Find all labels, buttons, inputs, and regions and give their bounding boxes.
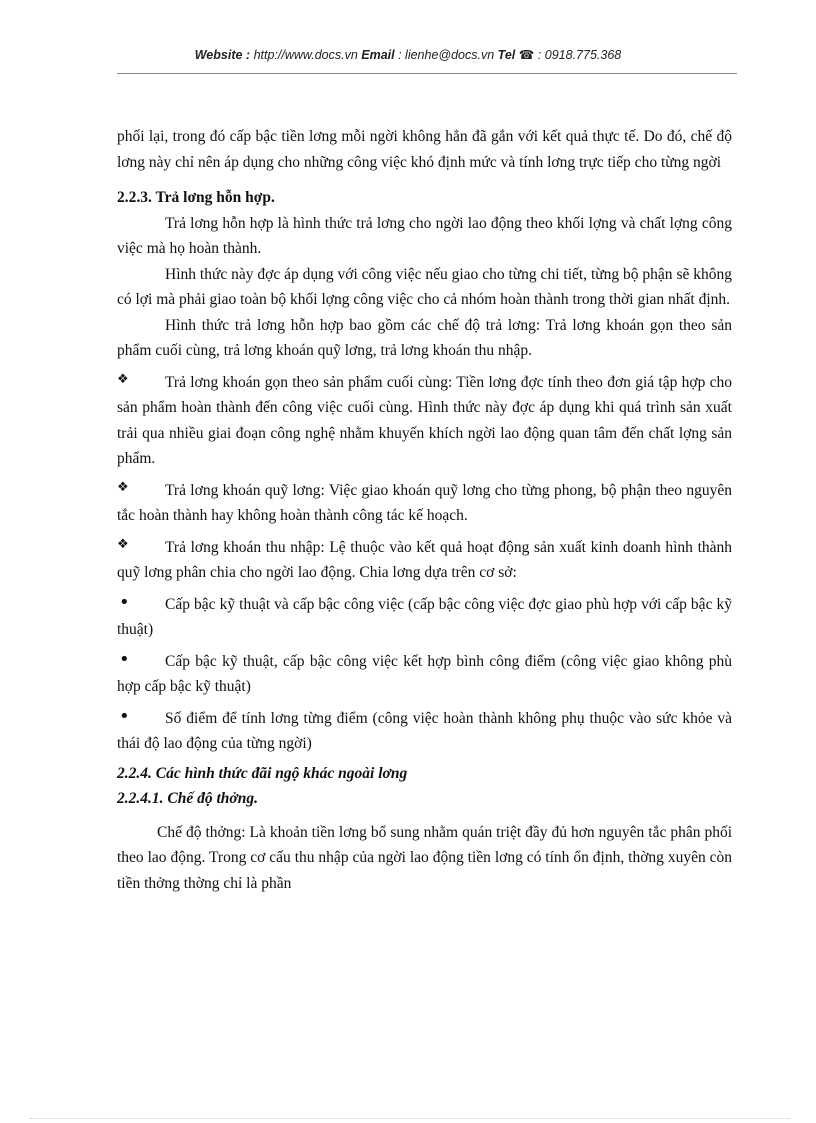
website-url[interactable]: http://www.docs.vn (253, 48, 358, 62)
diamond-bullet-icon: ❖ (117, 536, 129, 552)
list-item (117, 478, 732, 529)
header-divider (117, 73, 737, 74)
tel-number: : 0918.775.368 (537, 48, 622, 62)
list-item-text: Trả lơng khoán quỹ lơng: Việc giao khoán quỹ lơng cho từng phong, bộ phận theo nguyên tắc hoàn thành hay không hoàn thành công tác kế hoạch. (117, 481, 732, 524)
dot-bullet-icon: • (119, 591, 130, 613)
list-item (117, 592, 732, 643)
section-heading-2-2-4: 2.2.4. Các hình thức đãi ngộ khác ngoài lơng (117, 764, 408, 782)
email-label: Email (361, 48, 395, 62)
paragraph: phối lại, trong đó cấp bậc tiền lơng mỗi ngời không hẳn đã gắn với kết quả thực tế. Do đó, chế độ lơng này chỉ nên áp dụng cho những công việc khó định mức và tính lơng trực tiếp cho từng ngời (117, 128, 732, 171)
tel-label: Tel (497, 48, 516, 62)
page-bottom-border (30, 1118, 790, 1119)
list-item-text: Cấp bậc kỹ thuật và cấp bậc công việc (cấp bậc công việc đợc giao phù hợp với cấp bậc kỹ thuật) (117, 595, 732, 638)
section-heading-2-2-4-1: 2.2.4.1. Chế độ thởng. (117, 790, 258, 807)
list-item-text: Số điểm để tính lơng từng điểm (công việc hoàn thành không phụ thuộc vào sức khỏe và thái độ lao động của từng ngời) (117, 709, 732, 752)
page-header (0, 47, 816, 62)
dot-bullet-icon: • (119, 648, 130, 670)
list-item (117, 649, 732, 700)
list-item (117, 370, 732, 472)
dot-bullet-icon: • (119, 705, 130, 727)
list-item (117, 535, 732, 586)
diamond-bullet-icon: ❖ (117, 479, 129, 495)
phone-icon: ☎ (518, 48, 535, 62)
paragraph: Hình thức này đợc áp dụng với công việc nếu giao cho từng chi tiết, từng bộ phận sẽ không có lợi mà phải giao toàn bộ khối lợng công việc cho cả nhóm hoàn thành trong thời gian nhất định. (117, 265, 732, 308)
paragraph: Hình thức trả lơng hỗn hợp bao gồm các chế độ trả lơng: Trả lơng khoán gọn theo sản phẩm cuối cùng, trả lơng khoán quỹ lơng, trả lơng khoán thu nhập. (117, 316, 732, 359)
paragraph: Chế độ thởng: Là khoản tiền lơng bổ sung nhằm quán triệt đầy đủ hơn nguyên tắc phân phối theo lao động. Trong cơ cấu thu nhập của ngời lao động tiền lơng có tính ổn định, thờng xuyên còn tiền thởng thờng chỉ là phần (117, 823, 732, 892)
document-body (117, 124, 732, 896)
list-item-text: Trả lơng khoán thu nhập: Lệ thuộc vào kết quả hoạt động sản xuất kinh doanh hình thành quỹ lơng phân chia cho ngời lao động. Chia lơng dựa trên cơ sở: (117, 538, 732, 581)
section-heading-2-2-3: 2.2.3. Trả lơng hỗn hợp. (117, 189, 275, 206)
paragraph: Trả lơng hỗn hợp là hình thức trả lơng cho ngời lao động theo khối lợng và chất lợng công việc mà họ hoàn thành. (117, 214, 732, 257)
diamond-bullet-icon: ❖ (117, 371, 129, 387)
website-label: Website : (194, 48, 251, 62)
email-address[interactable]: : lienhe@docs.vn (398, 48, 495, 62)
list-item (117, 706, 732, 757)
list-item-text: Cấp bậc kỹ thuật, cấp bậc công việc kết hợp bình công điểm (công việc giao không phù hợp cấp bậc kỹ thuật) (117, 652, 732, 695)
list-item-text: Trả lơng khoán gọn theo sản phẩm cuối cùng: Tiền lơng đợc tính theo đơn giá tập hợp cho sản phẩm hoàn thành đến công việc cuối cùng. Hình thức này đợc áp dụng khi quá trình sản xuất trải qua nhiều giai đoạn công nghệ nhằm khuyến khích ngời lao động quan tâm đến chất lợng sản phẩm. (117, 373, 732, 467)
